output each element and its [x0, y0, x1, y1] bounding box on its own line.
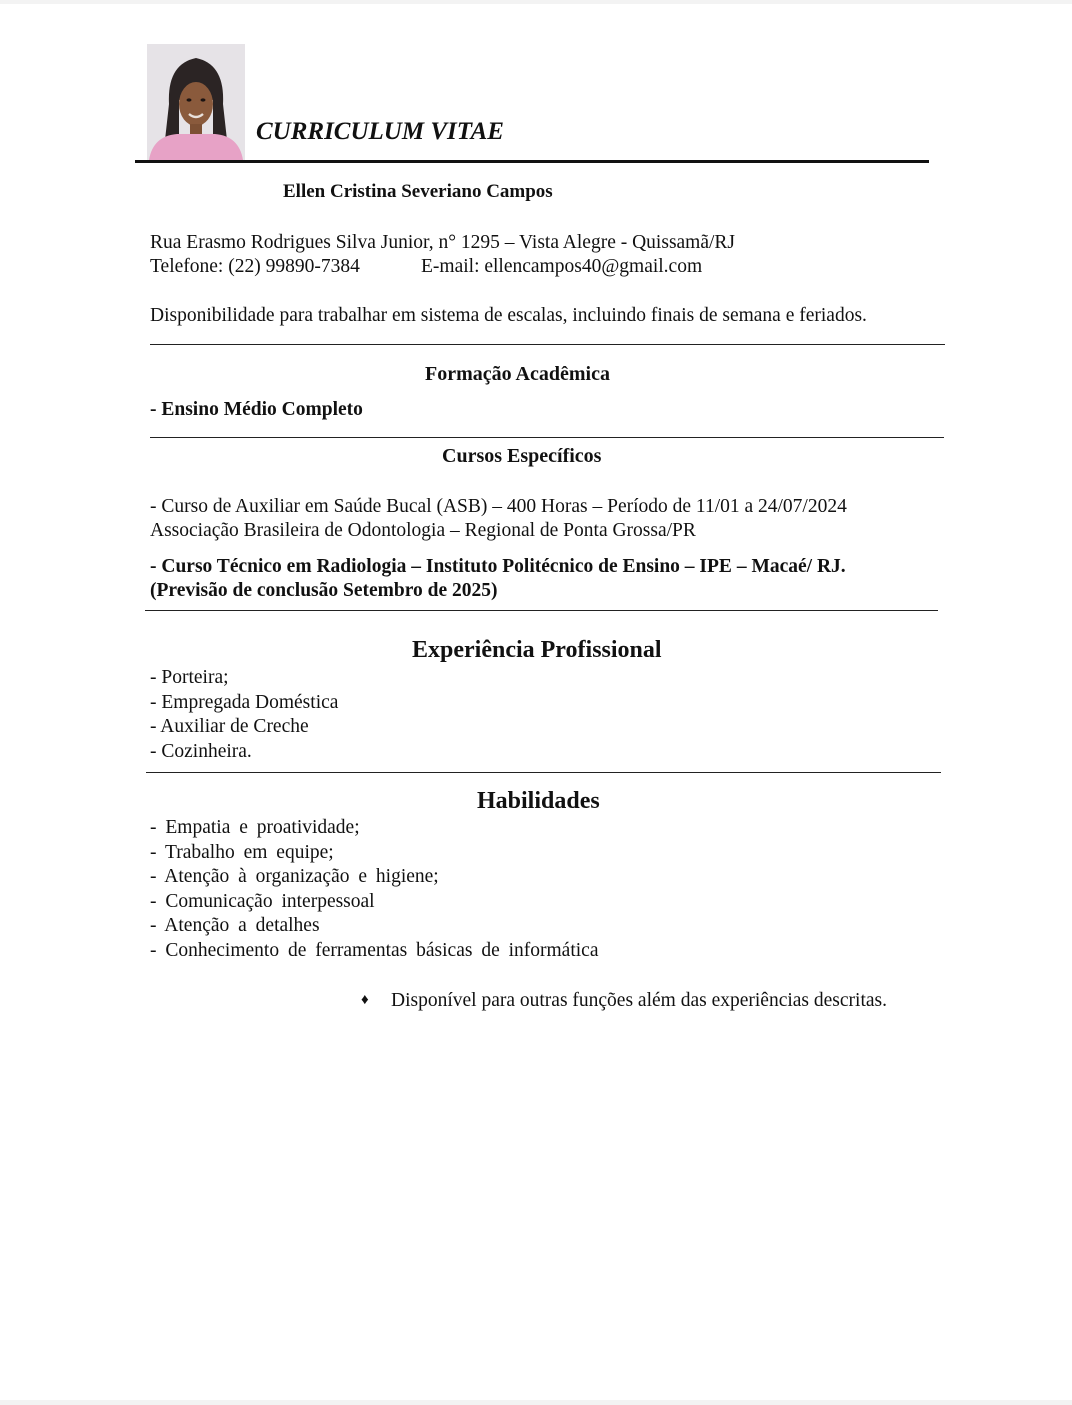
- skills-heading: Habilidades: [477, 788, 600, 814]
- diamond-bullet-icon: ♦: [361, 992, 369, 1008]
- list-item: - Cozinheira.: [150, 740, 252, 762]
- closing-note: Disponível para outras funções além das experiências descritas.: [391, 990, 887, 1011]
- section-divider: [150, 437, 944, 438]
- document-page: [0, 4, 1072, 1400]
- phone-line: Telefone: (22) 99890-7384: [150, 256, 360, 277]
- title-divider: [135, 160, 929, 163]
- list-item: - Atenção a detalhes: [150, 915, 320, 936]
- section-divider: [145, 610, 938, 611]
- course-2-line-2: (Previsão de conclusão Setembro de 2025): [150, 580, 498, 601]
- list-item: - Comunicação interpessoal: [150, 890, 375, 912]
- profile-photo: [147, 44, 245, 160]
- list-item: - Empatia e proatividade;: [150, 817, 360, 838]
- availability-statement: Disponibilidade para trabalhar em sistema de escalas, incluindo finais de semana e feriados.: [150, 305, 867, 326]
- section-divider: [146, 772, 941, 773]
- list-item: - Auxiliar de Creche: [150, 716, 309, 737]
- email-line: E-mail: ellencampos40@gmail.com: [421, 256, 703, 277]
- experience-list: [150, 666, 338, 764]
- course-1-line-1: - Curso de Auxiliar em Saúde Bucal (ASB) – 400 Horas – Período de 11/01 a 24/07/2024: [150, 496, 847, 517]
- list-item: - Atenção à organização e higiene;: [150, 866, 439, 887]
- address-line: Rua Erasmo Rodrigues Silva Junior, n° 1295 – Vista Alegre - Quissamã/RJ: [150, 232, 736, 253]
- courses-heading: Cursos Específicos: [442, 445, 602, 467]
- skills-list: [150, 816, 599, 963]
- education-item: - Ensino Médio Completo: [150, 399, 363, 420]
- course-1-line-2: Associação Brasileira de Odontologia – Regional de Ponta Grossa/PR: [150, 520, 696, 541]
- course-2-line-1: - Curso Técnico em Radiologia – Instituto Politécnico de Ensino – IPE – Macaé/ RJ.: [150, 556, 846, 577]
- education-heading: Formação Acadêmica: [425, 363, 610, 385]
- list-item: - Empregada Doméstica: [150, 691, 339, 713]
- candidate-name: Ellen Cristina Severiano Campos: [283, 181, 553, 202]
- portrait-illustration: [147, 44, 245, 160]
- experience-heading: Experiência Profissional: [412, 637, 662, 663]
- section-divider: [150, 344, 945, 345]
- list-item: - Porteira;: [150, 667, 229, 688]
- list-item: - Trabalho em equipe;: [150, 841, 334, 863]
- document-title: CURRICULUM VITAE: [256, 118, 504, 145]
- list-item: - Conhecimento de ferramentas básicas de informática: [150, 939, 599, 961]
